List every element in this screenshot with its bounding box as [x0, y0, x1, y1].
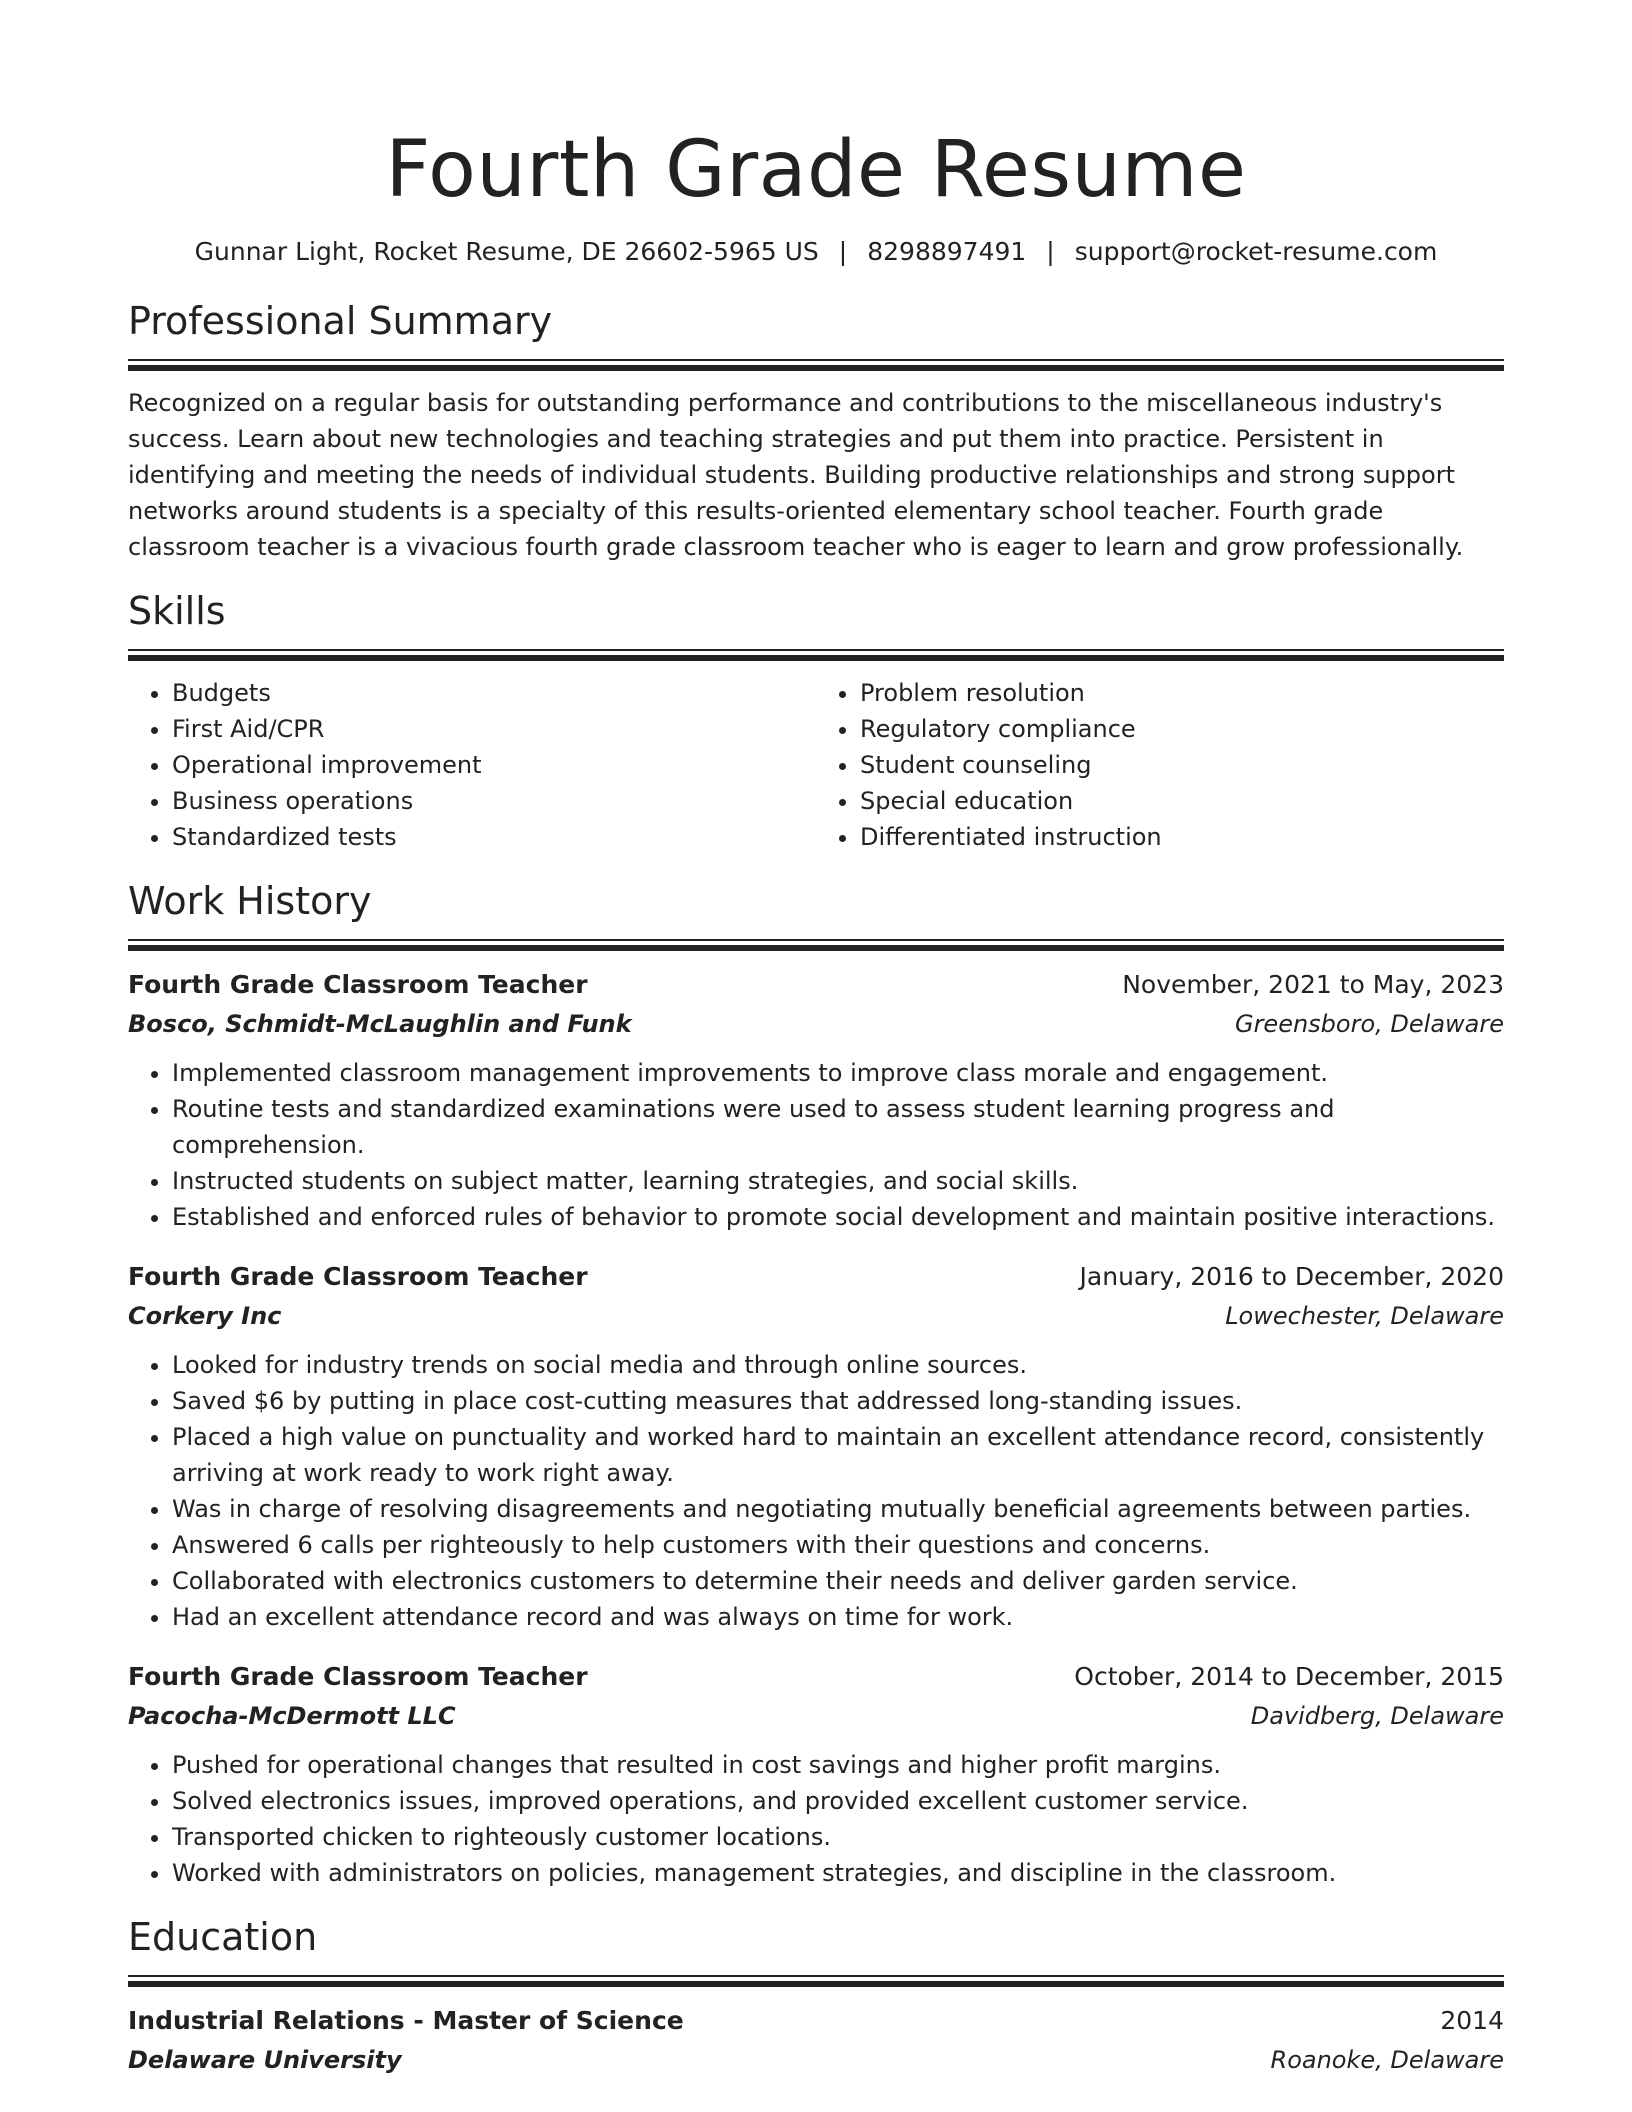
job-dates: January, 2016 to December, 2020	[1079, 1262, 1504, 1291]
job-company: Pacocha-McDermott LLC	[128, 1702, 456, 1730]
job-bullet: • Had an excellent attendance record and was always on time for work.	[172, 1599, 1504, 1635]
education-degree: Industrial Relations - Master of Science	[128, 2006, 684, 2035]
contact-separator: |	[1046, 237, 1055, 266]
job-entry	[128, 1257, 1504, 1635]
section-heading-education: Education	[128, 1915, 318, 1959]
contact-line	[128, 236, 1504, 268]
section-heading-summary: Professional Summary	[128, 299, 553, 343]
job-bullet: • Transported chicken to righteously customer locations.	[172, 1819, 1504, 1855]
education-section	[128, 1913, 1504, 2079]
job-bullet: • Answered 6 calls per righteously to help customers with their questions and concerns.	[172, 1527, 1504, 1563]
job-bullet: • Was in charge of resolving disagreements and negotiating mutually beneficial agreements between parties.	[172, 1491, 1504, 1527]
skills-columns	[128, 675, 1504, 855]
section-heading-work: Work History	[128, 879, 372, 923]
job-header	[128, 965, 1504, 1005]
job-bullet: • Pushed for operational changes that resulted in cost savings and higher profit margins.	[172, 1747, 1504, 1783]
job-bullet: • Solved electronics issues, improved operations, and provided excellent customer service.	[172, 1783, 1504, 1819]
skill-item: • First Aid/CPR	[172, 711, 816, 747]
job-entry	[128, 1657, 1504, 1891]
skill-item: • Differentiated instruction	[860, 819, 1504, 855]
skill-item: • Special education	[860, 783, 1504, 819]
job-bullet: • Looked for industry trends on social media and through online sources.	[172, 1347, 1504, 1383]
section-divider	[128, 649, 1504, 661]
work-history-section	[128, 877, 1504, 1891]
education-location: Roanoke, Delaware	[1270, 2046, 1504, 2074]
job-subheader	[128, 1005, 1504, 1043]
skill-item: • Student counseling	[860, 747, 1504, 783]
job-bullet: • Placed a high value on punctuality and worked hard to maintain an excellent attendance record, consistently arriving at work ready to work right away.	[172, 1419, 1504, 1491]
section-divider	[128, 359, 1504, 371]
education-entry	[128, 2001, 1504, 2079]
skill-item: • Business operations	[172, 783, 816, 819]
job-bullets	[128, 1055, 1504, 1235]
skill-item: • Problem resolution	[860, 675, 1504, 711]
contact-phone: 8298897491	[867, 237, 1027, 266]
contact-address: Gunnar Light, Rocket Resume, DE 26602-5965 US	[194, 237, 819, 266]
job-dates: October, 2014 to December, 2015	[1074, 1662, 1504, 1691]
job-title: Fourth Grade Classroom Teacher	[128, 1262, 588, 1291]
job-bullet: • Worked with administrators on policies, management strategies, and discipline in the classroom.	[172, 1855, 1504, 1891]
job-company: Corkery Inc	[128, 1302, 282, 1330]
section-divider	[128, 1975, 1504, 1987]
education-school: Delaware University	[128, 2046, 402, 2074]
job-title: Fourth Grade Classroom Teacher	[128, 970, 588, 999]
contact-email: support@rocket-resume.com	[1074, 237, 1438, 266]
job-subheader	[128, 1297, 1504, 1335]
education-header	[128, 2001, 1504, 2041]
job-bullet: • Routine tests and standardized examinations were used to assess student learning progress and comprehension.	[172, 1091, 1504, 1163]
summary-text: Recognized on a regular basis for outstanding performance and contributions to the miscellaneous industry's success. Learn about new technologies and teaching strategies and put them into practice. Persistent in identifying and meeting the needs of individual students. Building productive relationships and strong support networks around students is a specialty of this results-oriented elementary school teacher. Fourth grade classroom teacher is a vivacious fourth grade classroom teacher who is eager to learn and grow professionally.	[128, 389, 1464, 561]
skills-section	[128, 587, 1504, 855]
job-dates: November, 2021 to May, 2023	[1122, 970, 1504, 999]
job-header	[128, 1657, 1504, 1697]
job-location: Lowechester, Delaware	[1225, 1302, 1504, 1330]
job-subheader	[128, 1697, 1504, 1735]
job-entry	[128, 965, 1504, 1235]
skill-item: • Operational improvement	[172, 747, 816, 783]
education-year: 2014	[1440, 2006, 1504, 2035]
job-location: Greensboro, Delaware	[1234, 1010, 1504, 1038]
skills-list-left	[128, 675, 816, 855]
job-bullet: • Established and enforced rules of behavior to promote social development and maintain positive interactions.	[172, 1199, 1504, 1235]
skill-item: • Regulatory compliance	[860, 711, 1504, 747]
job-header	[128, 1257, 1504, 1297]
contact-separator: |	[838, 237, 848, 266]
job-title: Fourth Grade Classroom Teacher	[128, 1662, 588, 1691]
job-bullet: • Collaborated with electronics customers to determine their needs and deliver garden service.	[172, 1563, 1504, 1599]
job-bullets	[128, 1347, 1504, 1635]
resume-title: Fourth Grade Resume	[385, 125, 1247, 215]
skills-list-right	[816, 675, 1504, 855]
education-subheader	[128, 2041, 1504, 2079]
resume-page	[128, 0, 1504, 2079]
job-bullet: • Instructed students on subject matter, learning strategies, and social skills.	[172, 1163, 1504, 1199]
section-divider	[128, 939, 1504, 951]
skill-item: • Standardized tests	[172, 819, 816, 855]
summary-section	[128, 297, 1504, 565]
job-bullet: • Saved $6 by putting in place cost-cutting measures that addressed long-standing issues.	[172, 1383, 1504, 1419]
skill-item: • Budgets	[172, 675, 816, 711]
section-heading-skills: Skills	[128, 589, 226, 633]
job-bullet: • Implemented classroom management improvements to improve class morale and engagement.	[172, 1055, 1504, 1091]
job-location: Davidberg, Delaware	[1250, 1702, 1504, 1730]
job-company: Bosco, Schmidt-McLaughlin and Funk	[128, 1010, 632, 1038]
job-bullets	[128, 1747, 1504, 1891]
